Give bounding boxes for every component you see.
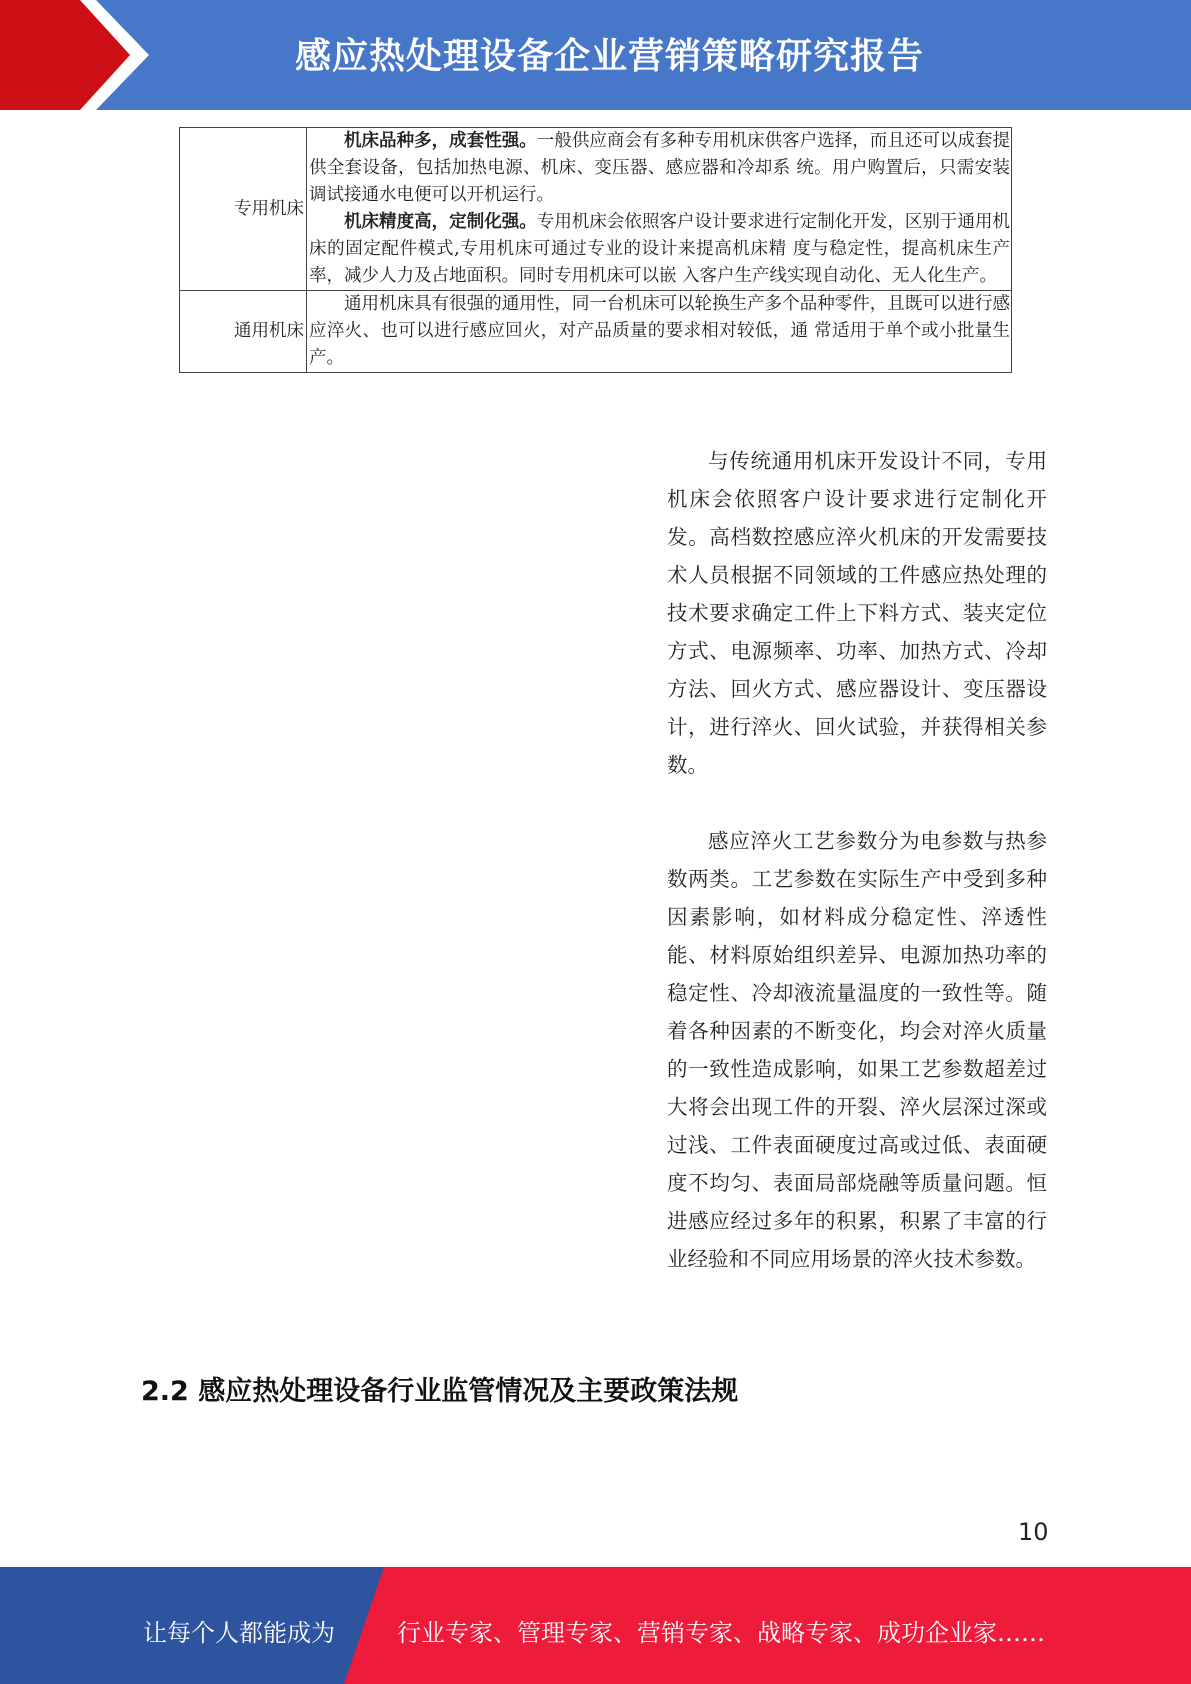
- body-paragraph-1: 与传统通用机床开发设计不同，专用机床会依照客户设计要求进行定制化开发。高档数控感应淬火机床的开发需要技术人员根据不同领域的工件感应热处理的技术要求确定工件上下料方式、装夹定位方式、电源频率、功率、加热方式、冷却方法、回火方式、感应器设计、变压器设计，进行淬火、回火试验，并获得相关参数。: [667, 449, 1047, 777]
- footer-slogan-left: 让每个人都能成为: [143, 1619, 335, 1647]
- body-paragraph-2: 感应淬火工艺参数分为电参数与热参数两类。工艺参数在实际生产中受到多种因素影响，如材料成分稳定性、淬透性能、材料原始组织差异、电源加热功率的稳定性、冷却液流量温度的一致性等。随着各种因素的不断变化，均会对淬火质量的一致性造成影响，如果工艺参数超差过大将会出现工件的开裂、淬火层深过深或过浅、工件表面硬度过高或过低、表面硬度不均匀、表面局部烧融等质量问题。恒进感应经过多年的积累，积累了丰富的行业经验和不同应用场景的淬火技术参数。: [667, 829, 1047, 1271]
- report-title: 感应热处理设备企业营销策略研究报告: [295, 36, 925, 77]
- table-paragraph: [309, 291, 1010, 372]
- table-row: [180, 128, 1012, 291]
- section-heading: 2.2 感应热处理设备行业监管情况及主要政策法规: [141, 1376, 739, 1407]
- row-content-general-machine: [307, 291, 1012, 373]
- header-arrow-decoration: [0, 0, 160, 110]
- paragraph-lead: 机床品种多，成套性强。: [344, 131, 537, 151]
- page-number: 10: [1018, 1518, 1049, 1546]
- page-header: [0, 0, 1191, 110]
- table-row: [180, 291, 1012, 373]
- body-text-column: [667, 442, 1047, 1278]
- paragraph-lead: 机床精度高，定制化强。: [344, 212, 537, 232]
- row-label-general-machine: 通用机床: [180, 291, 307, 373]
- paragraph-text: 通用机床具有很强的通用性，同一台机床可以轮换生产多个品种零件，且既可以进行感应淬火、也可以进行感应回火，对产品质量的要求相对较低，通 常适用于单个或小批量生产。: [309, 294, 1010, 368]
- machine-type-table: [179, 127, 1012, 373]
- footer-slogan-right: 行业专家、管理专家、营销专家、战略专家、成功企业家……: [397, 1619, 1045, 1647]
- row-content-special-machine: [307, 128, 1012, 291]
- table-paragraph: [309, 128, 1010, 209]
- page-footer: [0, 1567, 1191, 1684]
- row-label-special-machine: 专用机床: [180, 128, 307, 291]
- paragraph-text: 一般供应商会有多种专用机床供客户选择，而且还可以成套提供全套设备，包括加热电源、机床、变压器、感应器和冷却系 统。用户购置后，只需安装调试接通水电便可以开机运行。: [309, 131, 1010, 205]
- table-paragraph: [309, 209, 1010, 290]
- paragraph-text: 专用机床会依照客户设计要求进行定制化开发，区别于通用机床的固定配件模式,专用机床可通过专业的设计来提高机床精 度与稳定性，提高机床生产率，减少人力及占地面积。同时专用机床可以嵌 入客户生产线实现自动化、无人化生产。: [309, 212, 1010, 286]
